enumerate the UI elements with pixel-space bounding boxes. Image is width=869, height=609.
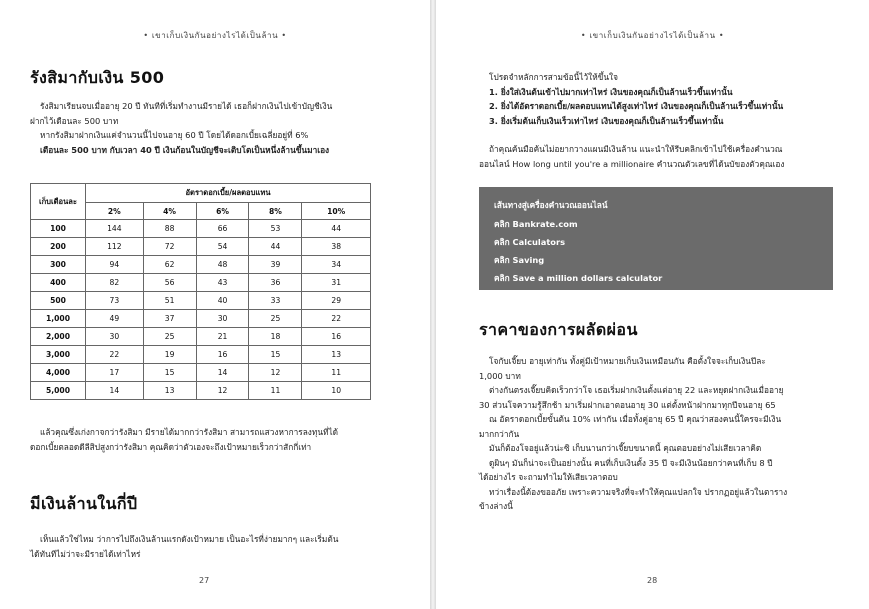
section-title: มีเงินล้านในกี่ปี	[30, 494, 138, 513]
after-table-paragraph	[30, 425, 410, 454]
principles-block	[479, 70, 859, 128]
principle-item: 3. ยิ่งเริ่มต้นเก็บเงินเร็วเท่าไหร่ เงินของคุณก็เป็นล้านเร็วขึ้นเท่านั้น	[489, 115, 724, 126]
table-cell: 37	[143, 310, 196, 328]
table-cell: 12	[196, 382, 249, 400]
chapter-title: รังสิมากับเงิน 500	[30, 68, 165, 87]
calculator-paragraph	[479, 142, 859, 171]
table-cell: 21	[196, 328, 249, 346]
calculator-step: คลิก Bankrate.com	[494, 219, 578, 229]
body-line: ณ อัตราดอกเบี้ยขั้นต้น 10% เท่ากัน เมื่อทั้งคู่อายุ 65 ปี คุณว่าสองคนนี้ใครจะมีเงิน	[489, 414, 782, 424]
table-cell: 30	[86, 328, 144, 346]
running-head: • เขาเก็บเงินกันอย่างไรได้เป็นล้าน •	[436, 29, 869, 42]
table-cell: 94	[86, 256, 144, 274]
row-amount: 2,000	[31, 328, 86, 346]
body-line: ต่างกันตรงเจี๊ยบคิดเร็วกว่าโจ เธอเริ่มฝากเงินตั้งแต่อายุ 22 และหยุดฝากเงินเมื่ออายุ	[489, 385, 784, 395]
table-cell: 40	[196, 292, 249, 310]
intro-paragraph	[30, 99, 410, 157]
table-group-label: อัตราดอกเบี้ย/ผลตอบแทน	[86, 184, 371, 203]
rate-header: 6%	[196, 203, 249, 220]
table-cell: 39	[249, 256, 302, 274]
table-cell: 10	[302, 382, 371, 400]
body-line: ทว่าเรื่องนี้ต้องขออภัย เพราะความจริงที่จะทำให้คุณแปลกใจ ปรากฏอยู่แล้วในตาราง	[489, 486, 788, 497]
body-line: โจกับเจี๊ยบ อายุเท่ากัน ทั้งคู่มีเป้าหมายเก็บเงินเหมือนกัน คือตั้งใจจะเก็บเงินปีละ	[489, 356, 766, 366]
table-cell: 18	[249, 328, 302, 346]
table-cell: 22	[86, 346, 144, 364]
table-cell: 38	[302, 238, 371, 256]
body-line: เห็นแล้วใช่ไหม ว่าการไปถึงเงินล้านแรกดังเป้าหมาย เป็นอะไรที่ง่ายมากๆ และเริ่มต้น	[40, 534, 339, 544]
rate-header: 8%	[249, 203, 302, 220]
table-row	[31, 310, 371, 328]
table-cell: 48	[196, 256, 249, 274]
body-line: ได้อย่างไร จะถามทำไมให้เสียเวลาตอบ	[479, 472, 618, 482]
table-row	[31, 274, 371, 292]
table-corner-label: เก็บเดือนละ	[31, 184, 86, 220]
rate-header: 10%	[302, 203, 371, 220]
calculator-step: คลิก Saving	[494, 255, 545, 265]
row-amount: 1,000	[31, 310, 86, 328]
table-cell: 88	[143, 220, 196, 238]
table-cell: 62	[143, 256, 196, 274]
table-cell: 29	[302, 292, 371, 310]
table-cell: 17	[86, 364, 144, 382]
intro-line: หากรังสิมาฝากเงินแค่จำนวนนี้ไปจนอายุ 60 ปี โดยได้ดอกเบี้ยเฉลี่ยอยู่ที่ 6%	[40, 130, 309, 140]
table-row	[31, 238, 371, 256]
row-amount: 200	[31, 238, 86, 256]
rate-header: 4%	[143, 203, 196, 220]
calculator-step: คลิก Calculators	[494, 237, 566, 247]
body-line: มากกว่ากัน	[479, 428, 520, 439]
table-header-row	[31, 184, 371, 203]
row-amount: 4,000	[31, 364, 86, 382]
right-page	[436, 0, 869, 609]
table-cell: 13	[302, 346, 371, 364]
table-cell: 44	[302, 220, 371, 238]
table-cell: 15	[143, 364, 196, 382]
table-cell: 43	[196, 274, 249, 292]
row-amount: 500	[31, 292, 86, 310]
table-row	[31, 382, 371, 400]
section-paragraph	[30, 532, 410, 561]
table-cell: 34	[302, 256, 371, 274]
intro-line: รังสิมาเรียนจบเมื่ออายุ 20 ปี ทันทีที่เริ่มทำงานมีรายได้ เธอก็ฝากเงินไปเข้าบัญชีเงิน	[40, 101, 333, 111]
table-cell: 72	[143, 238, 196, 256]
body-line: ดอกเบี้ยตลอดดีลีสิปสูงกว่ารังสิมา คุณคิดว่าตัวเองจะถึงเป้าหมายเร็วกว่าสักกี่เท่า	[30, 441, 312, 452]
table-cell: 11	[302, 364, 371, 382]
calculator-step: คลิก Save a million dollars calculator	[494, 273, 663, 283]
section-body	[479, 354, 864, 514]
left-page	[0, 0, 430, 609]
body-line: แล้วคุณซึ่งเก่งกาจกว่ารังสิมา มีรายได้มากกว่ารังสิมา สามารถแสวงหาการลงทุนที่ได้	[40, 427, 339, 437]
principle-item: 1. ยิ่งใส่เงินต้นเข้าไปมากเท่าไหร่ เงินของคุณก็เป็นล้านเร็วขึ้นเท่านั้น	[489, 86, 733, 97]
body-line: 1,000 บาท	[479, 370, 521, 381]
intro-line: เดือนละ 500 บาท กับเวลา 40 ปี เงินก้อนในบัญชีจะเติบโตเป็นหนึ่งล้านขึ้นมาเอง	[40, 144, 330, 155]
table-cell: 36	[249, 274, 302, 292]
row-amount: 400	[31, 274, 86, 292]
body-line: ข้างล่างนี้	[479, 501, 513, 511]
table-row	[31, 328, 371, 346]
table-body	[31, 220, 371, 400]
calculator-box-title: เส้นทางสู่เครื่องคำนวณออนไลน์	[494, 200, 608, 210]
table-cell: 33	[249, 292, 302, 310]
table-cell: 14	[196, 364, 249, 382]
table-cell: 144	[86, 220, 144, 238]
running-head: • เขาเก็บเงินกันอย่างไรได้เป็นล้าน •	[0, 29, 430, 42]
table-cell: 82	[86, 274, 144, 292]
table-row	[31, 256, 371, 274]
savings-table	[30, 183, 371, 400]
table-cell: 31	[302, 274, 371, 292]
table-cell: 14	[86, 382, 144, 400]
table-cell: 44	[249, 238, 302, 256]
body-line: 30 ส่วนโจความรู้สึกช้า มาเริ่มฝากเอาตอนอายุ 30 แต่ตั้งหน้าฝากมาทุกปีจนอายุ 65	[479, 399, 776, 410]
table-cell: 13	[143, 382, 196, 400]
table-cell: 112	[86, 238, 144, 256]
principles-intro: โปรดจำหลักการสามข้อนี้ไว้ให้ขึ้นใจ	[489, 72, 618, 82]
table-row	[31, 220, 371, 238]
section-title: ราคาของการผลัดผ่อน	[479, 320, 638, 339]
body-line: ออนไลน์ How long until you're a millionaire คำนวณตัวเลขที่ได้นบัของตัวคุณเอง	[479, 158, 785, 169]
table-cell: 56	[143, 274, 196, 292]
intro-line: ฝากไว้เดือนละ 500 บาท	[30, 115, 119, 126]
table-cell: 16	[302, 328, 371, 346]
table-cell: 22	[302, 310, 371, 328]
table-cell: 12	[249, 364, 302, 382]
body-line: ได้ทันทีไม่ว่าจะมีรายได้เท่าไหร่	[30, 548, 141, 559]
page-number: 27	[199, 576, 210, 585]
row-amount: 300	[31, 256, 86, 274]
table-cell: 25	[143, 328, 196, 346]
table-cell: 51	[143, 292, 196, 310]
principle-item: 2. ยิ่งได้อัตราดอกเบี้ย/ผลตอบแทนได้สูงเท่าไหร่ เงินของคุณก็เป็นล้านเร็วขึ้นเท่านั้น	[489, 101, 784, 111]
body-line: ดูผินๆ มันก็น่าจะเป็นอย่างนั้น คนที่เก็บเงินตั้ง 35 ปี จะมีเงินน้อยกว่าคนที่เก็บ 8 ปี	[489, 457, 773, 468]
body-line: ถ้าคุณค้นมือค้นไม่อยากวางแผนมีเงินล้าน แนะนำให้รีบคลิกเข้าไปใช้เครื่องคำนวณ	[489, 144, 783, 154]
table-cell: 53	[249, 220, 302, 238]
page-number: 28	[647, 576, 658, 585]
table-row	[31, 346, 371, 364]
body-line: มันก็ต้องโจอยู่แล้วน่ะซิ เก็บนานกว่าเจี๊ยบขนาดนี้ คุณตอบอย่างไม่เสียเวลาคิด	[489, 443, 762, 453]
table-row	[31, 292, 371, 310]
table-cell: 30	[196, 310, 249, 328]
table-cell: 66	[196, 220, 249, 238]
table-cell: 73	[86, 292, 144, 310]
row-amount: 100	[31, 220, 86, 238]
table-cell: 19	[143, 346, 196, 364]
table-row	[31, 364, 371, 382]
table-cell: 15	[249, 346, 302, 364]
table-cell: 25	[249, 310, 302, 328]
table-cell: 54	[196, 238, 249, 256]
calculator-info-box	[479, 187, 833, 290]
table-cell: 16	[196, 346, 249, 364]
table-cell: 49	[86, 310, 144, 328]
table-cell: 11	[249, 382, 302, 400]
row-amount: 5,000	[31, 382, 86, 400]
rate-header: 2%	[86, 203, 144, 220]
row-amount: 3,000	[31, 346, 86, 364]
